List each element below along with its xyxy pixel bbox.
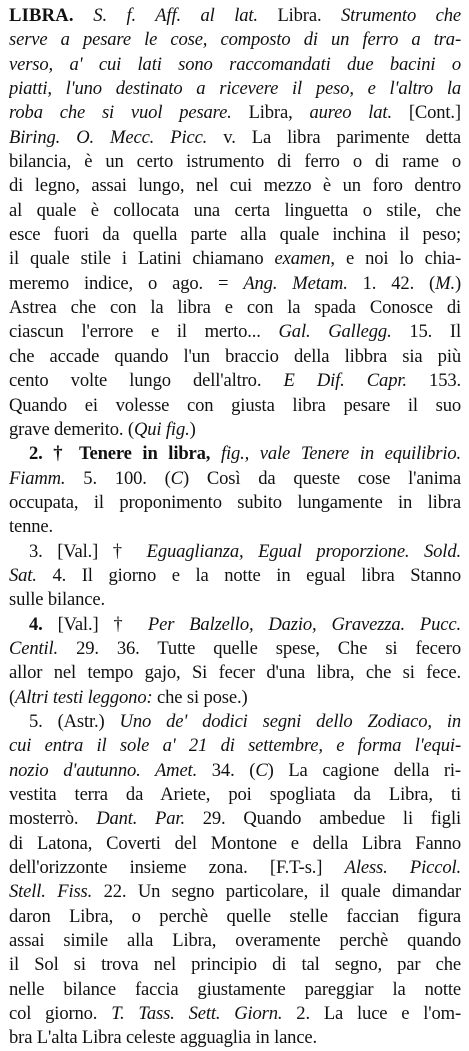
- text-segment: T. Tass. Sett. Giorn.: [111, 1003, 283, 1025]
- entry-line: [9, 905, 461, 929]
- entry-line: [9, 661, 461, 685]
- entry-line: [9, 467, 461, 491]
- entry-line: [9, 807, 461, 831]
- text-segment: dell'orizzonte insieme zona. [F.T-s.]: [9, 857, 345, 879]
- text-segment: di legno, assai lungo, nel cui mezzo è un foro dentro: [9, 175, 461, 197]
- text-segment: tenne.: [9, 516, 54, 538]
- text-segment: 5. 100. (: [65, 467, 171, 489]
- text-segment: bilancia, è un certo istrumento di ferro o di rame o: [9, 151, 461, 173]
- text-segment: di Latona, Coverti del Montone e della Libra Fanno: [9, 832, 461, 854]
- text-segment: col giorno.: [9, 1003, 112, 1025]
- entry-line: [9, 880, 461, 904]
- text-segment: Eguaglianza, Egual proporzione. Sold.: [146, 540, 461, 562]
- text-segment: 4.: [29, 613, 43, 635]
- entry-line: [9, 4, 461, 28]
- text-segment: assai simile alla Libra, overamente perchè quando: [9, 930, 461, 952]
- text-segment: 15. Il: [391, 321, 461, 343]
- text-segment: 29. 36. Tutte quelle spese, Che si fecero: [58, 637, 461, 659]
- text-segment: [Cont.]: [391, 102, 461, 124]
- text-segment: nelle bilance faccia giustamente pareggiar la notte: [9, 978, 461, 1000]
- entry-line: [9, 199, 461, 223]
- entry-line: [9, 174, 461, 198]
- entry-line: [9, 515, 461, 539]
- text-segment: Aless. Piccol.: [344, 857, 461, 879]
- text-segment: Ang. Metam.: [243, 272, 348, 294]
- text-segment: sulle bilance.: [9, 589, 105, 611]
- text-segment: , e noi lo chia-: [330, 248, 461, 270]
- text-segment: Centil.: [9, 637, 59, 659]
- text-segment: ) Così da queste cose l'anima: [182, 467, 461, 489]
- text-segment: grave demerito. (: [9, 418, 134, 440]
- entry-line: [9, 247, 461, 271]
- text-segment: Libra,: [231, 102, 310, 124]
- text-segment: al quale è collocata una certa linguetta o stile, che: [9, 199, 461, 221]
- text-segment: Astrea che con la libra e con la spada Conosce di: [9, 297, 461, 319]
- headword: LIBRA.: [9, 5, 74, 26]
- entry-line: [9, 491, 461, 515]
- text-segment: daron Libra, o perchè quelle stelle faccian figura: [9, 905, 461, 927]
- entry-line: [9, 734, 461, 758]
- text-segment: C: [255, 759, 268, 781]
- text-segment: Strumento che: [341, 5, 461, 26]
- text-segment: 2. † Tenere in libra,: [29, 443, 211, 465]
- text-segment: S. f. Aff. al lat.: [73, 5, 258, 26]
- text-segment: nozio d'autunno. Amet.: [9, 759, 198, 781]
- entry-line: [9, 540, 461, 564]
- entry-line: [9, 637, 461, 661]
- entry-line: [9, 856, 461, 880]
- entry-line: [9, 369, 461, 393]
- text-segment: fig., vale Tenere in equilibrio.: [210, 443, 461, 465]
- entry-line: [9, 686, 461, 710]
- entry-line: [9, 418, 461, 442]
- text-segment: 5. (Astr.): [29, 710, 120, 732]
- text-segment: Per Balzello, Dazio, Gravezza. Pucc.: [147, 613, 461, 635]
- text-segment: examen: [274, 248, 331, 270]
- text-segment: Dant. Par.: [96, 808, 185, 830]
- text-segment: Stell. Fiss.: [9, 881, 93, 903]
- entry-line: [9, 783, 461, 807]
- text-segment: allor nel tempo gajo, Si fecer d'una libra, che si fece.: [9, 662, 461, 684]
- entry-line: [9, 320, 461, 344]
- text-segment: Biring. O. Mecc. Picc.: [9, 126, 208, 148]
- text-segment: v. La libra parimente detta: [207, 126, 461, 148]
- text-segment: (: [9, 686, 16, 708]
- entry-line: [9, 564, 461, 588]
- text-segment: roba che si vuol pesare.: [9, 102, 232, 124]
- text-segment: Qui fig.: [133, 418, 190, 440]
- text-segment: [Val.] †: [42, 613, 148, 635]
- entry-line: [9, 77, 461, 101]
- entry-line: [9, 394, 461, 418]
- text-segment: Sat.: [9, 564, 37, 586]
- text-segment: occupata, il proponimento subito lungamente in libra: [9, 491, 461, 513]
- text-segment: M.: [435, 272, 455, 294]
- entry-line: [9, 1002, 461, 1026]
- text-segment: serve a pesare le cose, composto di un ferro a tra-: [9, 29, 461, 51]
- text-segment: Libra.: [257, 5, 341, 26]
- text-segment: meremo indice, o ago. =: [9, 272, 244, 294]
- entry-line: [9, 223, 461, 247]
- text-segment: C: [170, 467, 183, 489]
- text-segment: il Sol si trova nel principio di tal segno, par che: [9, 954, 461, 976]
- text-segment: 29. Quando ambedue li figli: [184, 808, 461, 830]
- entry-line: [9, 126, 461, 150]
- entry-line: [9, 1026, 461, 1050]
- text-segment: mosterrò.: [9, 808, 97, 830]
- text-segment: piatti, l'uno destinato a ricevere il peso, e l'altro la: [9, 78, 461, 100]
- entry-line: [9, 978, 461, 1002]
- text-segment: cui entra il sole a' 21 di settembre, e forma l'equi-: [9, 735, 461, 757]
- text-segment: ): [189, 418, 196, 440]
- entry-line: [9, 442, 461, 466]
- text-segment: 1. 42. (: [347, 272, 436, 294]
- entry-line: [9, 588, 461, 612]
- text-segment: verso, a' cui lati sono raccomandati due bacini o: [9, 53, 461, 75]
- text-segment: 4. Il giorno e la notte in egual libra Stanno: [36, 564, 461, 586]
- entry-line: [9, 53, 461, 77]
- entry-line: [9, 929, 461, 953]
- entry-line: [9, 832, 461, 856]
- text-segment: il quale stile i Latini chiamano: [9, 248, 275, 270]
- entry-line: [9, 272, 461, 296]
- text-segment: Fiamm.: [9, 467, 66, 489]
- text-segment: che accade quando l'un braccio della libbra sia più: [9, 345, 461, 367]
- entry-line: [9, 101, 461, 125]
- entry-line: [9, 759, 461, 783]
- text-segment: che si pose.): [152, 686, 248, 708]
- text-segment: 34. (: [197, 759, 256, 781]
- entry-line: [9, 345, 461, 369]
- text-segment: 3. [Val.] †: [29, 540, 147, 562]
- entry-line: [9, 953, 461, 977]
- text-segment: cento volte lungo dell'altro.: [9, 370, 284, 392]
- text-segment: ) La cagione della ri-: [267, 759, 461, 781]
- text-segment: aureo lat.: [309, 102, 392, 124]
- text-segment: E Dif. Capr.: [283, 370, 407, 392]
- text-segment: bra L'alta Libra celeste agguaglia in lance.: [9, 1027, 318, 1049]
- text-segment: Uno de' dodici segni dello Zodiaco, in: [119, 710, 461, 732]
- text-segment: 22. Un segno particolare, il quale dimandar: [92, 881, 461, 903]
- text-segment: 2. La luce e l'om-: [282, 1003, 461, 1025]
- text-segment: Quando ei volesse con giusta libra pesare il suo: [9, 394, 461, 416]
- entry-line: [9, 613, 461, 637]
- text-segment: Altri testi leggono:: [15, 686, 153, 708]
- entry-line: [9, 296, 461, 320]
- text-segment: 153.: [406, 370, 461, 392]
- entry-line: [9, 28, 461, 52]
- text-segment: vestita terra da Ariete, poi spogliata da Libra, ti: [9, 784, 461, 805]
- entry-line: [9, 150, 461, 174]
- text-segment: ciascun l'errore e il merto...: [9, 321, 279, 343]
- text-segment: esce fuori da quella parte alla quale inchina il peso;: [9, 224, 461, 246]
- text-segment: ): [454, 272, 461, 294]
- entry-line: [9, 710, 461, 734]
- text-segment: Gal. Gallegg.: [278, 321, 392, 343]
